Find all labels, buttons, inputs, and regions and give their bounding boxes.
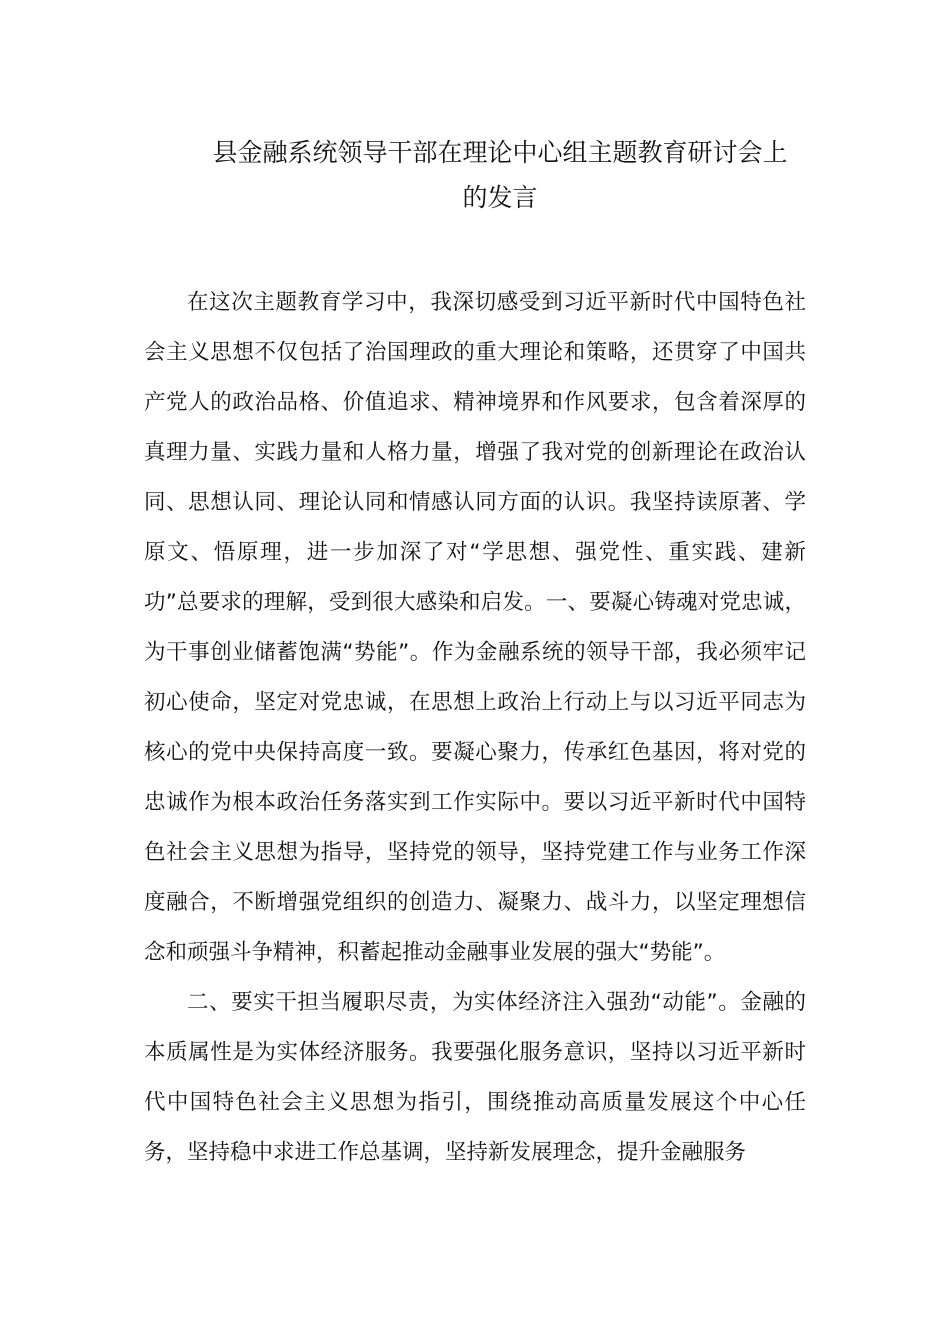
title-line-2: 的发言 bbox=[462, 183, 538, 212]
document-title bbox=[190, 130, 810, 220]
document-body bbox=[144, 278, 806, 1178]
paragraph: 在这次主题教育学习中，我深切感受到习近平新时代中国特色社会主义思想不仅包括了治国理政的重大理论和策略，还贯穿了中国共产党人的政治品格、价值追求、精神境界和作风要求，包含着深厚的真理力量、实践力量和人格力量，增强了我对党的创新理论在政治认同、思想认同、理论认同和情感认同方面的认识。我坚持读原著、学原文、悟原理，进一步加深了对“学思想、强党性、重实践、建新功”总要求的理解，受到很大感染和启发。一、要凝心铸魂对党忠诚，为干事创业储蓄饱满“势能”。作为金融系统的领导干部，我必须牢记初心使命，坚定对党忠诚，在思想上政治上行动上与以习近平同志为核心的党中央保持高度一致。要凝心聚力，传承红色基因，将对党的忠诚作为根本政治任务落实到工作实际中。要以习近平新时代中国特色社会主义思想为指导，坚持党的领导，坚持党建工作与业务工作深度融合，不断增强党组织的创造力、凝聚力、战斗力，以坚定理想信念和顽强斗争精神，积蓄起推动金融事业发展的强大“势能”。 bbox=[144, 290, 806, 965]
title-line-1: 县金融系统领导干部在理论中心组主题教育研讨会上 bbox=[212, 138, 788, 167]
paragraph: 二、要实干担当履职尽责，为实体经济注入强劲“动能”。金融的本质属性是为实体经济服务。我要强化服务意识，坚持以习近平新时代中国特色社会主义思想为指引，围绕推动高质量发展这个中心任务，坚持稳中求进工作总基调，坚持新发展理念，提升金融服务 bbox=[144, 990, 806, 1165]
